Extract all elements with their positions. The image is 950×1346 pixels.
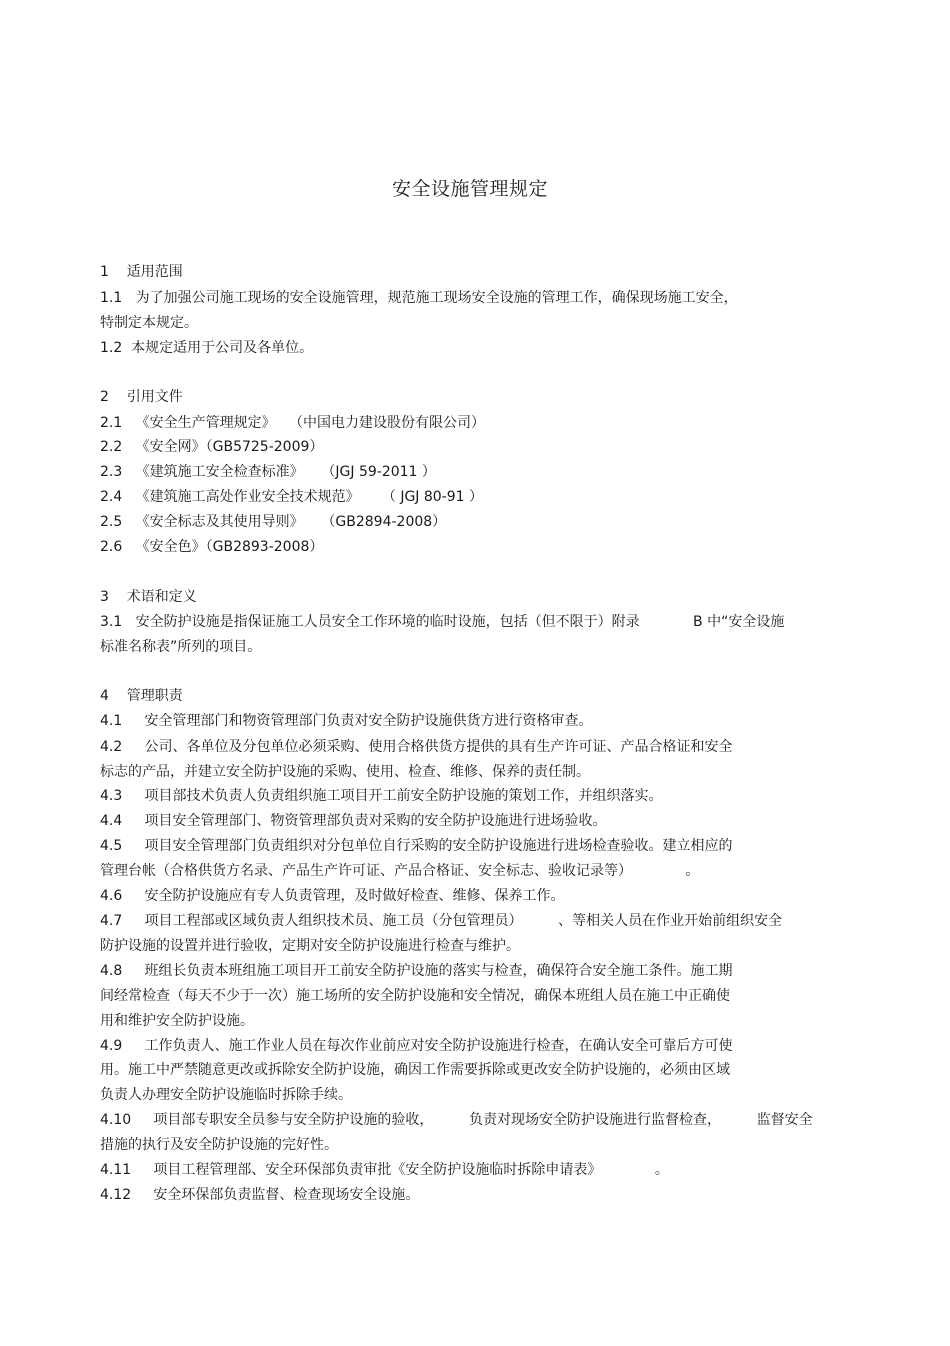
- reference-item: 2.1 《安全生产管理规定》 （中国电力建设股份有限公司）: [100, 415, 485, 431]
- paragraph-line: 4.1 安全管理部门和物资管理部门负责对安全防护设施供货方进行资格审查。: [100, 713, 593, 729]
- paragraph-line: 1.1 为了加强公司施工现场的安全设施管理，规范施工现场安全设施的管理工作，确保现场施工安全，: [100, 290, 738, 306]
- paragraph-line: 4.2 公司、各单位及分包单位必须采购、使用合格供货方提供的具有生产许可证、产品合格证和安全: [100, 739, 733, 755]
- paragraph-line: 管理台帐（合格供货方名录、产品生产许可证、产品合格证、安全标志、验收记录等） 。: [100, 863, 700, 879]
- paragraph-line: 4.4 项目安全管理部门、物资管理部负责对采购的安全防护设施进行进场验收。: [100, 813, 607, 829]
- page-title: 安全设施管理规定: [391, 178, 548, 200]
- paragraph-line: 4.9 工作负责人、施工作业人员在每次作业前应对安全防护设施进行检查，在确认安全可靠后方可使: [100, 1038, 733, 1054]
- paragraph-line: 措施的执行及安全防护设施的完好性。: [100, 1137, 338, 1153]
- paragraph-line: 标准名称表”所列的项目。: [100, 639, 262, 655]
- paragraph-line: 3.1 安全防护设施是指保证施工人员安全工作环境的临时设施，包括（但不限于）附录 B 中“安全设施: [100, 614, 785, 630]
- section-heading: 3 术语和定义: [100, 589, 197, 605]
- section-heading: 1 适用范围: [100, 264, 183, 280]
- section-heading: 2 引用文件: [100, 389, 183, 405]
- reference-item: 2.5 《安全标志及其使用导则》 （GB2894-2008）: [100, 514, 447, 530]
- paragraph-line: 标志的产品，并建立安全防护设施的采购、使用、检查、维修、保养的责任制。: [100, 764, 590, 780]
- paragraph-line: 用和维护安全防护设施。: [100, 1013, 254, 1029]
- paragraph-line: 4.5 项目安全管理部门负责组织对分包单位自行采购的安全防护设施进行进场检查验收。建立相应的: [100, 838, 733, 854]
- reference-item: 2.4 《建筑施工高处作业安全技术规范》 （ JGJ 80-91 ）: [100, 489, 484, 505]
- paragraph-line: 负责人办理安全防护设施临时拆除手续。: [100, 1087, 352, 1103]
- paragraph-line: 特制定本规定。: [100, 315, 198, 331]
- paragraph-line: 4.7 项目工程部或区域负责人组织技术员、施工员（分包管理员） 、等相关人员在作业开始前组织安全: [100, 913, 783, 929]
- reference-item: 2.6 《安全色》（GB2893-2008）: [100, 539, 324, 555]
- paragraph-line: 4.10 项目部专职安全员参与安全防护设施的验收， 负责对现场安全防护设施进行监督检查， 监督安全: [100, 1112, 813, 1128]
- reference-item: 2.2 《安全网》（GB5725-2009）: [100, 439, 324, 455]
- paragraph-line: 1.2 本规定适用于公司及各单位。: [100, 340, 314, 356]
- paragraph-line: 4.8 班组长负责本班组施工项目开工前安全防护设施的落实与检查，确保符合安全施工条件。施工期: [100, 963, 733, 979]
- paragraph-line: 4.11 项目工程管理部、安全环保部负责审批《安全防护设施临时拆除申请表》 。: [100, 1162, 669, 1178]
- paragraph-line: 间经常检查（每天不少于一次）施工场所的安全防护设施和安全情况，确保本班组人员在施工中正确使: [100, 988, 730, 1004]
- paragraph-line: 防护设施的设置并进行验收，定期对安全防护设施进行检查与维护。: [100, 938, 520, 954]
- paragraph-line: 4.3 项目部技术负责人负责组织施工项目开工前安全防护设施的策划工作，并组织落实。: [100, 788, 663, 804]
- reference-item: 2.3 《建筑施工安全检查标准》 （JGJ 59-2011 ）: [100, 464, 436, 480]
- paragraph-line: 用。施工中严禁随意更改或拆除安全防护设施，确因工作需要拆除或更改安全防护设施的，必须由区域: [100, 1062, 730, 1078]
- section-heading: 4 管理职责: [100, 688, 183, 704]
- paragraph-line: 4.12 安全环保部负责监督、检查现场安全设施。: [100, 1187, 420, 1203]
- paragraph-line: 4.6 安全防护设施应有专人负责管理，及时做好检查、维修、保养工作。: [100, 888, 565, 904]
